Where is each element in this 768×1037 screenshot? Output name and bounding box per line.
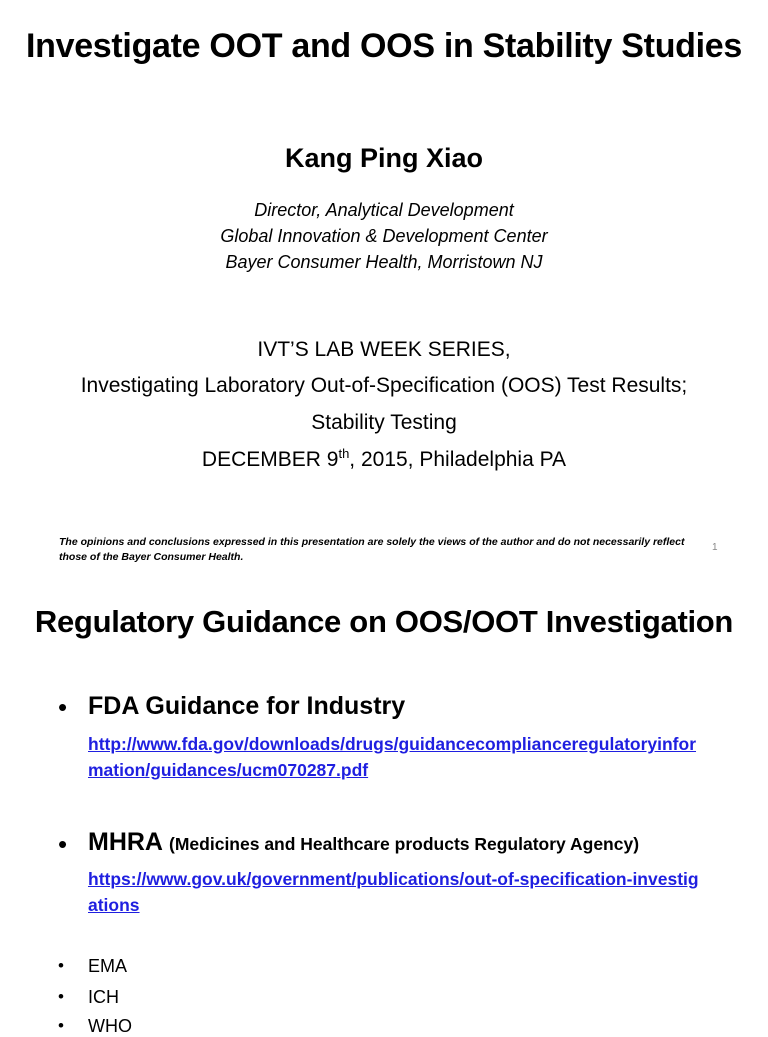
mhra-guidance-link[interactable]: https://www.gov.uk/government/publications/out-of-specification-investigations bbox=[88, 869, 699, 915]
slide-2 bbox=[0, 576, 768, 1036]
event-subtopic: Stability Testing bbox=[311, 411, 457, 434]
event-date-prefix: DECEMBER 9 bbox=[201, 448, 339, 471]
bullet-marker: • bbox=[58, 956, 64, 975]
page-number: 1 bbox=[712, 542, 718, 553]
affiliation-line: Bayer Consumer Health, Morristown NJ bbox=[225, 252, 543, 272]
slide-title: Investigate OOT and OOS in Stability Studies bbox=[25, 27, 743, 65]
bullet-marker: • bbox=[58, 692, 68, 722]
bullet-fda-label: FDA Guidance for Industry bbox=[88, 692, 406, 720]
fda-guidance-link[interactable]: http://www.fda.gov/downloads/drugs/guidancecomplianceregulatoryinformation/guidances/ucm070287.pdf bbox=[88, 734, 697, 780]
event-date-rest: , 2015, Philadelphia PA bbox=[349, 448, 567, 471]
event-date bbox=[0, 448, 768, 472]
event-topic: Investigating Laboratory Out-of-Specification (OOS) Test Results; bbox=[80, 374, 688, 397]
disclaimer: The opinions and conclusions expressed in this presentation are solely the views of the author and do not necessarily reflect those of the Bayer Consumer Health. bbox=[59, 536, 685, 563]
event-series: IVT’S LAB WEEK SERIES, bbox=[257, 338, 511, 361]
bullet-marker: • bbox=[58, 1016, 64, 1035]
author-name: Kang Ping Xiao bbox=[284, 143, 484, 173]
affiliation-line: Global Innovation & Development Center bbox=[220, 226, 548, 246]
mhra-label: MHRA bbox=[88, 828, 163, 856]
bullet-ich-label: ICH bbox=[88, 987, 119, 1007]
bullet-who-label: WHO bbox=[88, 1016, 132, 1036]
affiliation-line: Director, Analytical Development bbox=[254, 200, 514, 220]
event-date-ordinal: th bbox=[338, 446, 350, 461]
slide-title: Regulatory Guidance on OOS/OOT Investigation bbox=[34, 604, 734, 639]
bullet-marker: • bbox=[58, 987, 64, 1006]
mhra-sublabel: (Medicines and Healthcare products Regulatory Agency) bbox=[169, 834, 640, 854]
bullet-ema-label: EMA bbox=[88, 956, 128, 976]
bullet-marker: • bbox=[58, 829, 68, 859]
bullet-mhra-label bbox=[88, 828, 639, 857]
